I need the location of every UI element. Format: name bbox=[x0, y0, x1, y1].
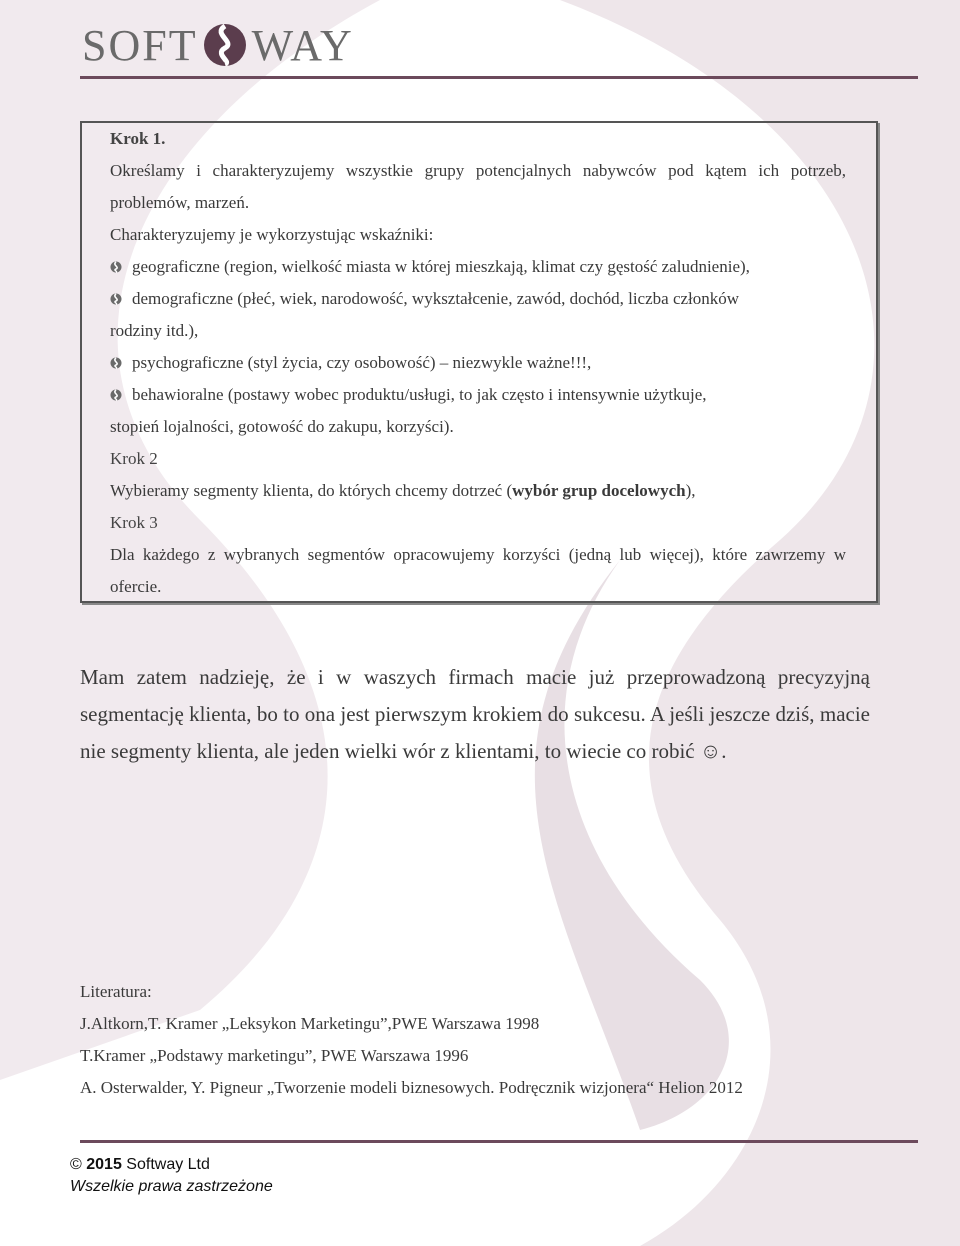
rights-reserved: Wszelkie prawa zastrzeżone bbox=[70, 1178, 273, 1195]
krok3-text: Dla każdego z wybranych segmentów opracowujemy korzyści (jedną lub więcej), które zawrzemy w ofercie. bbox=[110, 545, 846, 596]
bullet-behavioral bbox=[110, 379, 846, 411]
swirl-logo-icon bbox=[202, 22, 248, 68]
bullet-text: demograficzne (płeć, wiek, narodowość, wykształcenie, zawód, dochód, liczba członków bbox=[132, 289, 740, 308]
krok3-title: Krok 3 bbox=[110, 513, 158, 532]
krok2-text-a: Wybieramy segmenty klienta, do których chcemy dotrzeć ( bbox=[110, 481, 513, 500]
indicators-intro: Charakteryzujemy je wykorzystując wskaźniki: bbox=[110, 225, 434, 244]
company-name: Softway Ltd bbox=[126, 1156, 210, 1173]
bullet-continuation: rodziny itd.), bbox=[110, 321, 199, 340]
bullet-text: behawioralne (postawy wobec produktu/usługi, to jak często i intensywnie użytkuje, bbox=[132, 385, 707, 404]
literature-item: A. Osterwalder, Y. Pigneur „Tworzenie modeli biznesowych. Podręcznik wizjonera“ Helion 2012 bbox=[80, 1078, 743, 1097]
copyright-year: 2015 bbox=[86, 1156, 122, 1173]
footer-copyright bbox=[70, 1154, 273, 1198]
bullet-text: psychograficzne (styl życia, czy osobowość) – niezwykle ważne!!!, bbox=[132, 353, 592, 372]
krok2-text bbox=[110, 475, 846, 507]
bullet-continuation: stopień lojalności, gotowość do zakupu, korzyści). bbox=[110, 417, 454, 436]
swirl-bullet-icon bbox=[110, 357, 122, 369]
literature-item: J.Altkorn,T. Kramer „Leksykon Marketingu”,PWE Warszawa 1998 bbox=[80, 1014, 540, 1033]
literature-heading: Literatura: bbox=[80, 982, 152, 1001]
bullet-geographic bbox=[110, 251, 846, 283]
copyright-icon: © bbox=[70, 1156, 82, 1173]
krok2-text-b: ), bbox=[685, 481, 696, 500]
footer-rule bbox=[80, 1140, 918, 1143]
bullet-text: geograficzne (region, wielkość miasta w której mieszkają, klimat czy gęstość zaludnienie), bbox=[132, 257, 750, 276]
literature-item: T.Kramer „Podstawy marketingu”, PWE Warszawa 1996 bbox=[80, 1046, 469, 1065]
logo-text-left: SOFT bbox=[82, 20, 198, 70]
krok1-title: Krok 1. bbox=[110, 129, 166, 148]
logo-text-right: WAY bbox=[251, 20, 354, 70]
literature-section bbox=[80, 976, 743, 1104]
swirl-bullet-icon bbox=[110, 389, 122, 401]
steps-box bbox=[80, 121, 878, 603]
closing-paragraph: Mam zatem nadzieję, że i w waszych firmach macie już przeprowadzoną precyzyjną segmentację klienta, bo to ona jest pierwszym krokiem do sukcesu. A jeśli jeszcze dziś, macie nie segmenty klienta, ale jeden wielki wór z klientami, to wiecie co robić ☺. bbox=[80, 665, 870, 763]
header-rule bbox=[80, 76, 918, 79]
swirl-bullet-icon bbox=[110, 261, 122, 273]
softway-logo bbox=[82, 18, 354, 72]
bullet-demographic bbox=[110, 283, 846, 315]
bullet-psychographic bbox=[110, 347, 846, 379]
krok2-text-bold: wybór grup docelowych bbox=[512, 481, 686, 500]
krok2-title: Krok 2 bbox=[110, 449, 158, 468]
swirl-bullet-icon bbox=[110, 293, 122, 305]
copyright-line bbox=[70, 1154, 273, 1176]
krok1-text: Określamy i charakteryzujemy wszystkie grupy potencjalnych nabywców pod kątem ich potrzeb, problemów, marzeń. bbox=[110, 161, 846, 212]
